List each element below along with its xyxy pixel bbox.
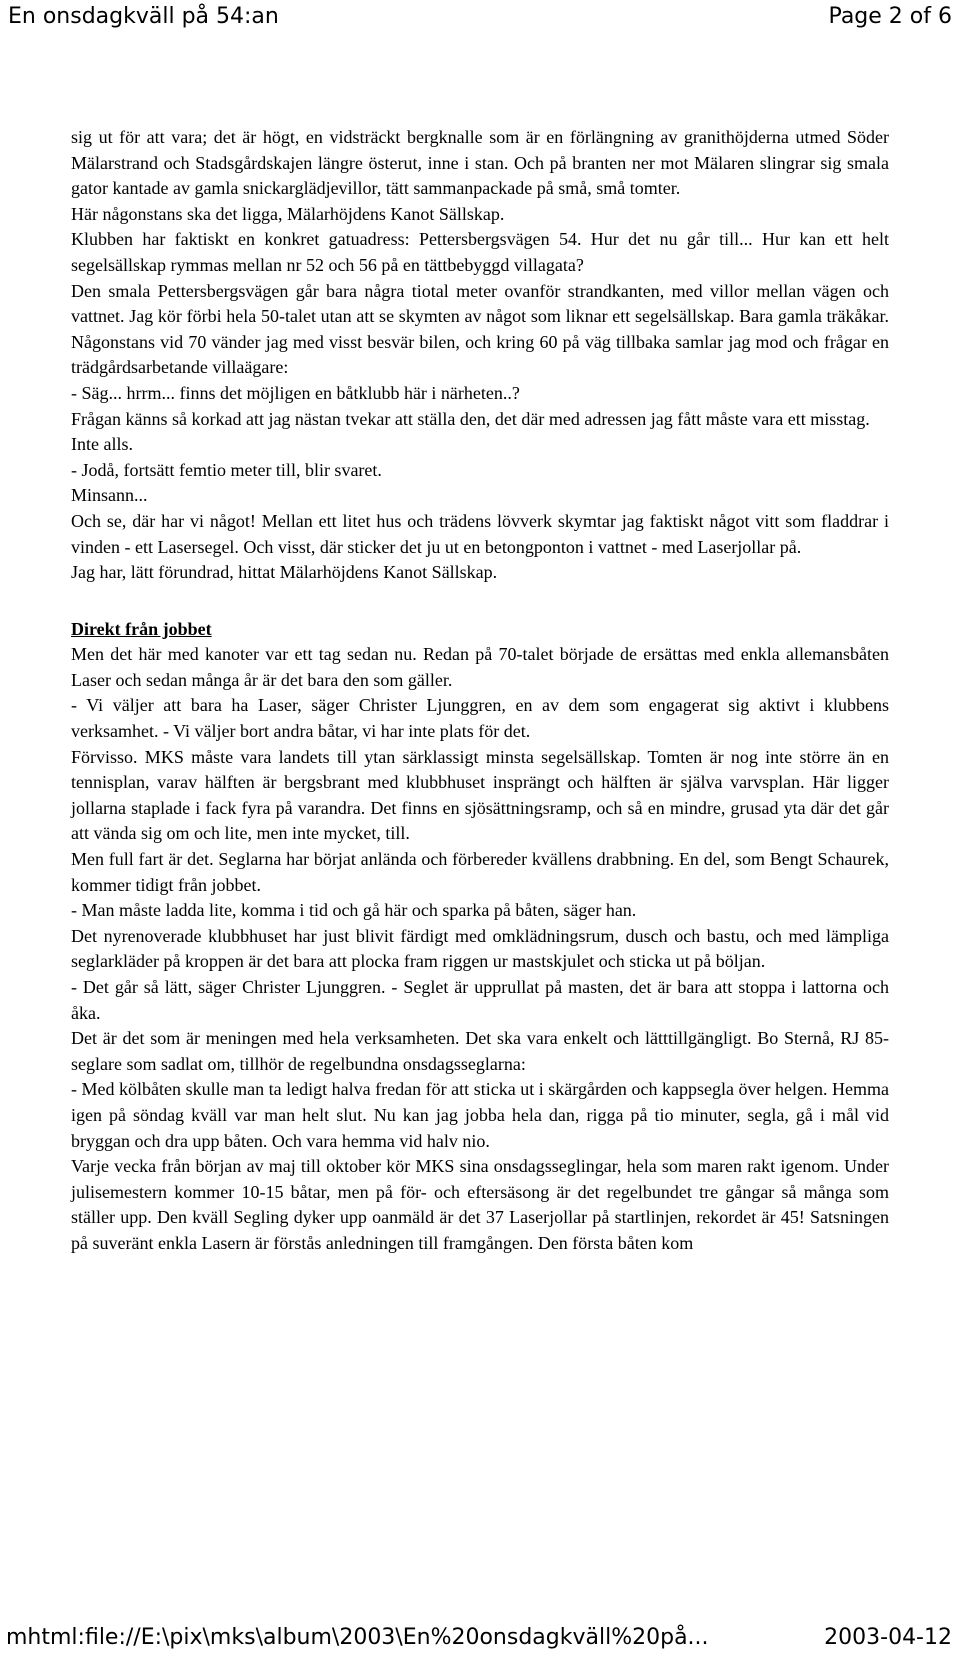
paragraph: Minsann... <box>71 485 148 506</box>
page-title: En onsdagkväll på 54:an <box>8 4 279 29</box>
paragraph: Här någonstans ska det ligga, Mälarhöjdens Kanot Sällskap. <box>71 203 505 224</box>
paragraph: - Säg... hrrm... finns det möjligen en båtklubb här i närheten..? <box>71 382 520 403</box>
paragraph: Klubben har faktiskt en konkret gatuadress: Pettersbergsvägen 54. Hur det nu går till... Hur kan ett helt segelsällskap rymmas mellan nr 52 och 56 på en tättbebyggd villagata? <box>71 229 889 275</box>
print-date: 2003-04-12 <box>824 1625 952 1650</box>
article-body <box>71 125 889 1257</box>
paragraph: Frågan känns så korkad att jag nästan tvekar att ställa den, det där med adressen jag fått måste vara ett misstag. <box>71 408 870 429</box>
paragraph: Varje vecka från början av maj till oktober kör MKS sina onsdagsseglingar, hela som maren rakt igenom. Under julisemestern kommer 10-15 båtar, men på för- och eftersäsong är det regelbundet tre gångar så många som ställer upp. Den kväll Segling dyker upp oanmäld är det 37 Laserjollar på startlinjen, rekordet är 45! Satsningen på suveränt enkla Lasern är förstås anledningen till framgången. Den första båten kom <box>71 1156 889 1253</box>
paragraph: - Man måste ladda lite, komma i tid och gå här och sparka på båten, säger han. <box>71 900 637 921</box>
section-heading: Direkt från jobbet <box>71 618 212 639</box>
paragraph: - Vi väljer att bara ha Laser, säger Christer Ljunggren, en av dem som engagerat sig aktivt i klubbens verksamhet. - Vi väljer bort andra båtar, vi har inte plats för det. <box>71 695 889 742</box>
page-number: Page 2 of 6 <box>828 4 952 29</box>
paragraph: Förvisso. MKS måste vara landets till ytan särklassigt minsta segelsällskap. Tomten är nog inte större än en tennisplan, varav hälften är bergsbrant med klubbhuset insprängt och hälften är själva varvsplan. Här ligger jollarna staplade i fack fyra på varandra. Det finns en sjösättningsramp, och så en mindre, grusad yta där det går att vända sig om och lite, men inte mycket, till. <box>71 746 889 844</box>
paragraph: Det nyrenoverade klubbhuset har just blivit färdigt med omklädningsrum, dusch och bastu, och med lämpliga seglarkläder på kroppen är det bara att plocka fram riggen ur mastskjulet och sticka ut på böljan. <box>71 925 889 972</box>
paragraph: - Jodå, fortsätt femtio meter till, blir svaret. <box>71 459 382 480</box>
paragraph: Men det här med kanoter var ett tag sedan nu. Redan på 70-talet började de ersättas med enkla allemansbåten Laser och sedan många år är det bara den som gäller. <box>71 644 889 690</box>
paragraph: Men full fart är det. Seglarna har börjat anlända och förbereder kvällens drabbning. En del, som Bengt Schaurek, kommer tidigt från jobbet. <box>71 849 889 895</box>
paragraph: Och se, där har vi något! Mellan ett litet hus och trädens lövverk skymtar jag faktiskt något vitt som fladdrar i vinden - ett Lasersegel. Och visst, där sticker det ju ut en betongponton i vattnet - med Laserjollar på. <box>71 510 889 557</box>
paragraph: Inte alls. <box>71 434 133 455</box>
paragraph: - Det går så lätt, säger Christer Ljunggren. - Seglet är upprullat på masten, det är bara att stoppa i lattorna och åka. <box>71 977 889 1023</box>
source-path: mhtml:file://E:\pix\mks\album\2003\En%20onsdagkväll%20på... <box>6 1625 709 1650</box>
paragraph: - Med kölbåten skulle man ta ledigt halva fredan för att sticka ut i skärgården och kappsegla över helgen. Hemma igen på söndag kväll var man helt slut. Nu kan jag jobba hela dan, rigga på tio minuter, segla, gå i mål vid bryggan och dra upp båten. Och vara hemma vid halv nio. <box>71 1079 889 1151</box>
paragraph: sig ut för att vara; det är högt, en vidsträckt bergknalle som är en förlängning av granithöjderna utmed Söder Mälarstrand och Stadsgårdskajen längre österut, inne i stan. Och på branten ner mot Mälaren slingrar sig smala gator kantade av gamla snickarglädjevillor, tätt sammanpackade på små, små tomter. <box>71 127 889 199</box>
paragraph: Det är det som är meningen med hela verksamheten. Det ska vara enkelt och lätttillgängligt. Bo Sternå, RJ 85-seglare som sadlat om, tillhör de regelbundna onsdagsseglarna: <box>71 1028 889 1074</box>
paragraph: Jag har, lätt förundrad, hittat Mälarhöjdens Kanot Sällskap. <box>71 562 498 583</box>
paragraph: Den smala Pettersbergsvägen går bara några tiotal meter ovanför strandkanten, med villor mellan vägen och vattnet. Jag kör förbi hela 50-talet utan att se skymten av något som liknar ett segelsällskap. Bara gamla träkåkar. Någonstans vid 70 vänder jag med visst besvär bilen, och kring 60 på väg tillbaka samlar jag mod och frågar en trädgårdsarbetande villaägare: <box>71 280 889 378</box>
